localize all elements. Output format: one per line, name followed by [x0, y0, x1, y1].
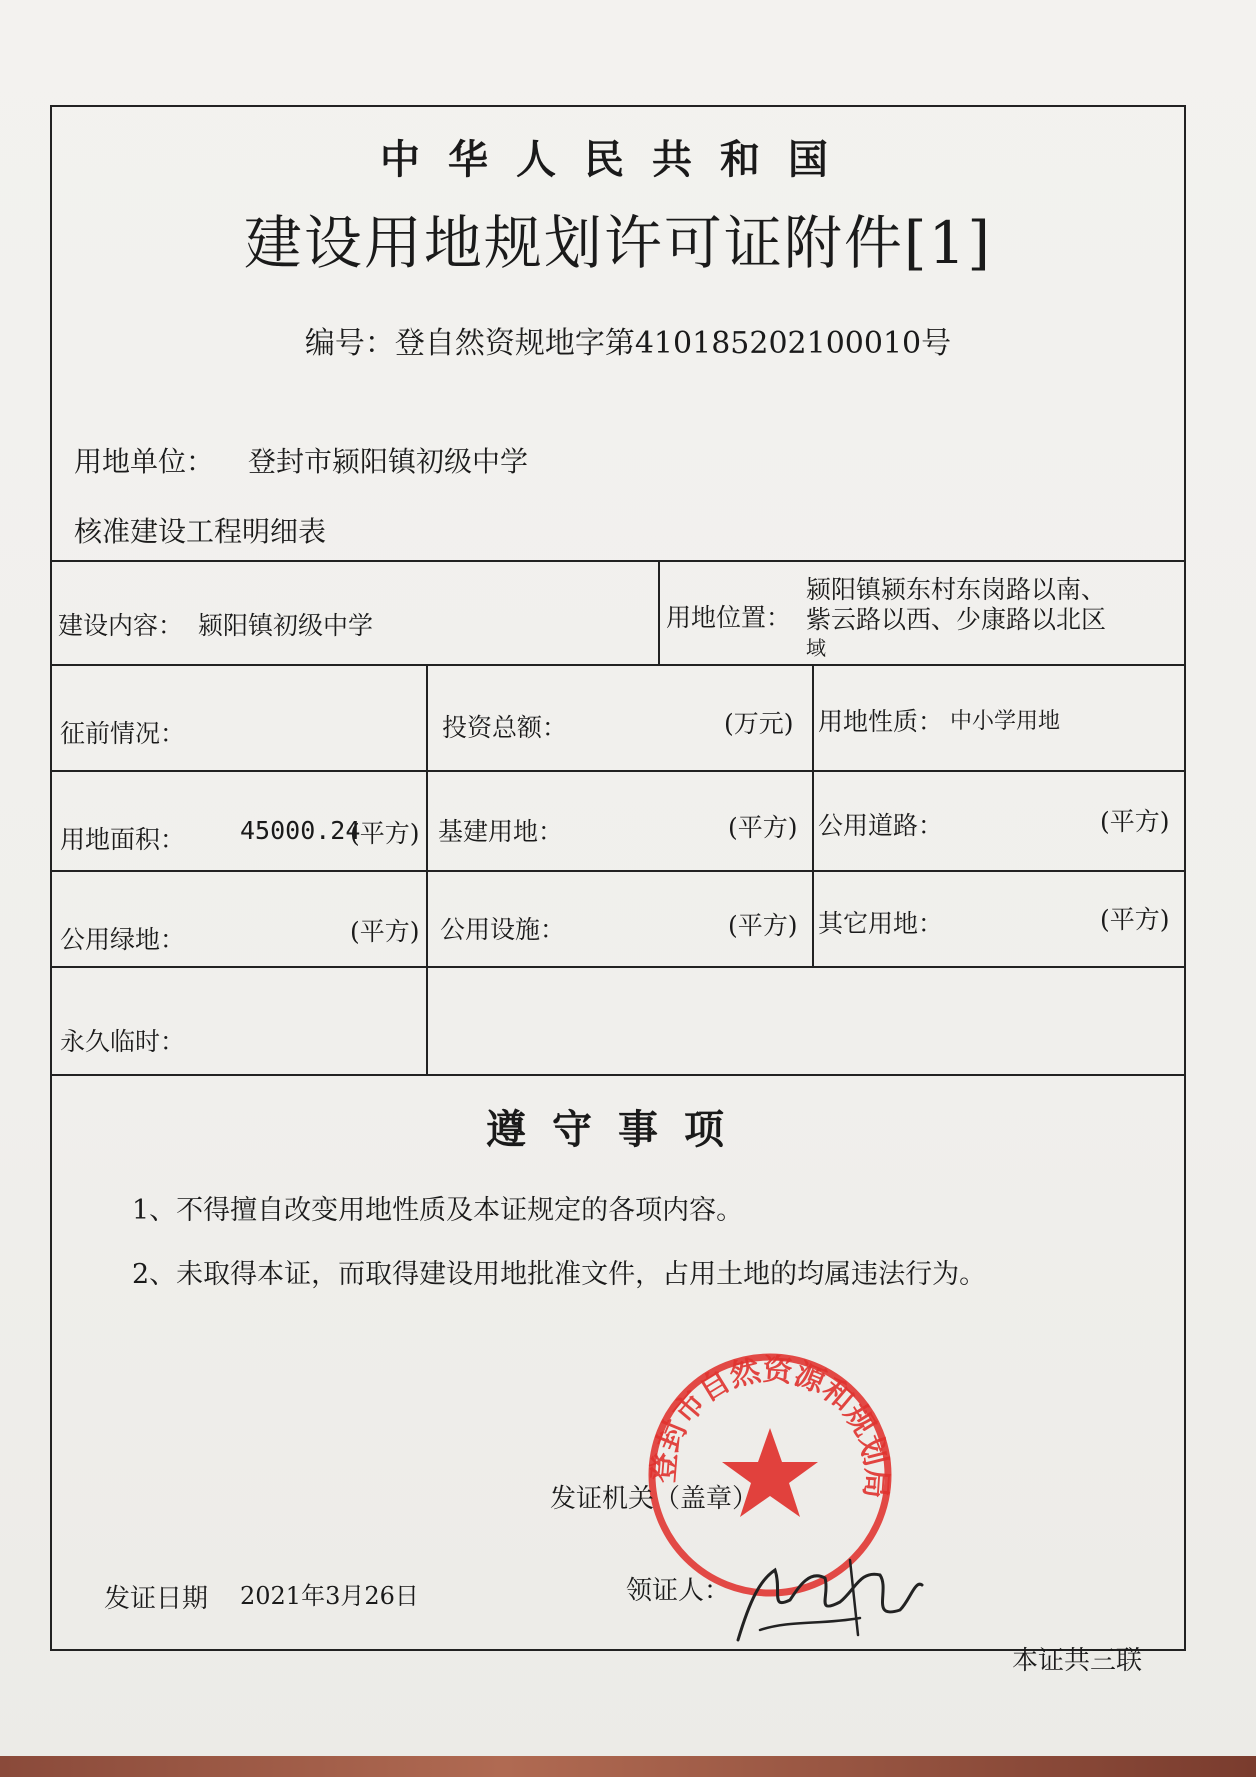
certificate-number: 编号：登自然资规地字第410185202100010号: [304, 326, 952, 361]
table-line: [50, 664, 1186, 666]
table-line: [50, 770, 1186, 772]
background-strip: [0, 1756, 1256, 1777]
green-unit: (平方): [350, 917, 420, 946]
land-unit-label: 用地单位：: [74, 445, 215, 478]
area-unit: (平方): [350, 819, 420, 848]
handwritten-signature: [730, 1540, 930, 1650]
facility-unit: (平方): [728, 911, 798, 940]
location-label: 用地位置：: [666, 603, 792, 632]
land-nature-value: 中小学用地: [950, 709, 1061, 734]
table-line: [50, 560, 1186, 562]
other-unit: (平方): [1100, 905, 1170, 934]
construction-value: 颍阳镇初级中学: [198, 611, 374, 640]
table-heading: 核准建设工程明细表: [74, 515, 327, 548]
table-line: [658, 560, 660, 664]
infra-unit: (平方): [728, 813, 798, 842]
location-line-1: 颍阳镇颍东村东岗路以南、: [806, 575, 1107, 604]
country-title: 中华人民共和国: [380, 136, 856, 183]
construction-label: 建设内容：: [58, 611, 184, 640]
investment-unit: (万元): [724, 709, 794, 738]
table-line: [50, 966, 1186, 968]
svg-text:登封市自然资源和规划局: 登封市自然资源和规划局: [646, 1352, 894, 1500]
certificate-title: 建设用地规划许可证附件[1]: [243, 209, 993, 277]
issue-date-value: 2021年3月26日: [240, 1582, 419, 1610]
rule-2: 2、未取得本证，而取得建设用地批准文件，占用土地的均属违法行为。: [132, 1259, 987, 1290]
facility-label: 公用设施：: [440, 915, 566, 944]
road-unit: (平方): [1100, 807, 1170, 836]
pre-status-label: 征前情况：: [60, 719, 186, 748]
land-nature-label: 用地性质：: [818, 707, 944, 736]
location-line-2: 紫云路以西、少康路以北区: [806, 605, 1107, 634]
rule-1: 1、不得擅自改变用地性质及本证规定的各项内容。: [132, 1195, 744, 1226]
other-label: 其它用地：: [818, 909, 944, 938]
area-label: 用地面积：: [60, 825, 186, 854]
issue-date-label: 发证日期: [104, 1584, 209, 1614]
permanent-label: 永久临时：: [60, 1027, 186, 1056]
location-line-3: 域: [806, 636, 826, 660]
area-value: 45000.24: [240, 816, 361, 845]
table-line: [50, 1074, 1186, 1076]
investment-label: 投资总额：: [442, 713, 568, 742]
table-line: [50, 870, 1186, 872]
copies-note: 本证共三联: [1012, 1646, 1143, 1676]
road-label: 公用道路：: [818, 811, 944, 840]
table-line: [426, 664, 428, 1074]
infra-label: 基建用地：: [438, 817, 564, 846]
notice-title: 遵守事项: [486, 1106, 750, 1153]
receiver-label: 领证人：: [626, 1576, 731, 1606]
issuer-label: 发证机关（盖章）: [550, 1484, 759, 1514]
green-label: 公用绿地：: [60, 925, 186, 954]
land-unit-value: 登封市颍阳镇初级中学: [248, 445, 529, 478]
table-line: [812, 664, 814, 966]
